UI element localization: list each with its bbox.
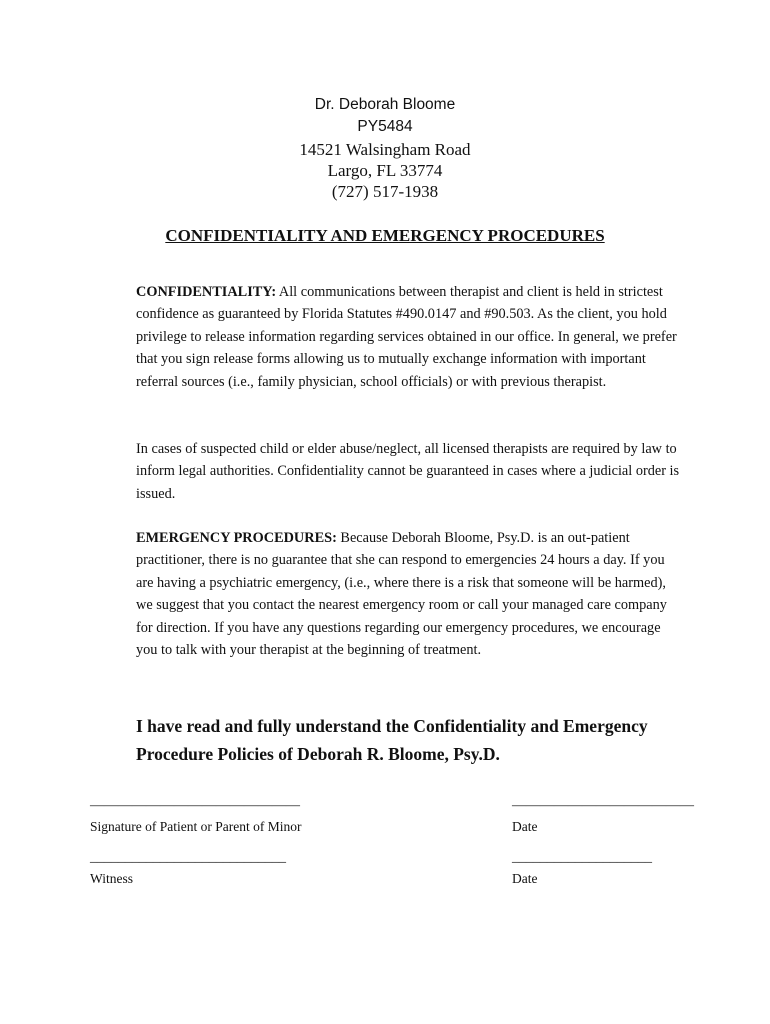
witness-date-line[interactable]: ____________________ [512, 850, 652, 865]
confidentiality-heading: CONFIDENTIALITY: [136, 284, 277, 300]
address-street: 14521 Walsingham Road [299, 140, 471, 159]
emergency-text: Because Deborah Bloome, Psy.D. is an out-patient practitioner, there is no guarantee that she can respond to emergencies 24 hours a day. If you are having a psychiatric emergency, (i.e., where there is a risk that someone will be harmed), we suggest that you contact the nearest emergency room or call your managed care company for direction. If you have any questions regarding our emergency procedures, we encourage you to talk with your therapist at the beginning of treatment. [136, 530, 667, 659]
patient-date-line[interactable]: ————————————— [512, 798, 694, 813]
address-city: Largo, FL 33774 [327, 161, 443, 180]
emergency-paragraph [136, 527, 681, 661]
confidentiality-paragraph [136, 281, 681, 393]
patient-signature-label: Signature of Patient or Parent of Minor [90, 819, 302, 834]
patient-date-label: Date [512, 819, 538, 834]
document-title: CONFIDENTIALITY AND EMERGENCY PROCEDURES [165, 226, 605, 245]
license-number: PY5484 [357, 118, 413, 135]
witness-date-label: Date [512, 871, 538, 886]
acknowledgement-statement: I have read and fully understand the Confidentiality and Emergency Procedure Policies of Deborah R. Bloome, Psy.D. [136, 716, 648, 764]
witness-label: Witness [90, 871, 133, 886]
witness-signature-line[interactable]: ____________________________ [90, 850, 286, 865]
emergency-heading: EMERGENCY PROCEDURES: [136, 530, 337, 546]
confidentiality-text: All communications between therapist and client is held in strictest confidence as guaranteed by Florida Statutes #490.0147 and #90.503. As the client, you hold privilege to release information regarding services obtained in our office. In general, we prefer that you sign release forms allowing us to mutually exchange information with important referral sources (i.e., family physician, school officials) or with previous therapist. [136, 284, 677, 390]
abuse-reporting-paragraph: In cases of suspected child or elder abuse/neglect, all licensed therapists are required by law to inform legal authorities. Confidentiality cannot be guaranteed in cases where a judicial order is issued. [136, 441, 680, 502]
doctor-name: Dr. Deborah Bloome [314, 96, 456, 113]
patient-signature-line[interactable]: ——————————————— [90, 798, 300, 813]
phone-number: (727) 517-1938 [331, 182, 439, 201]
